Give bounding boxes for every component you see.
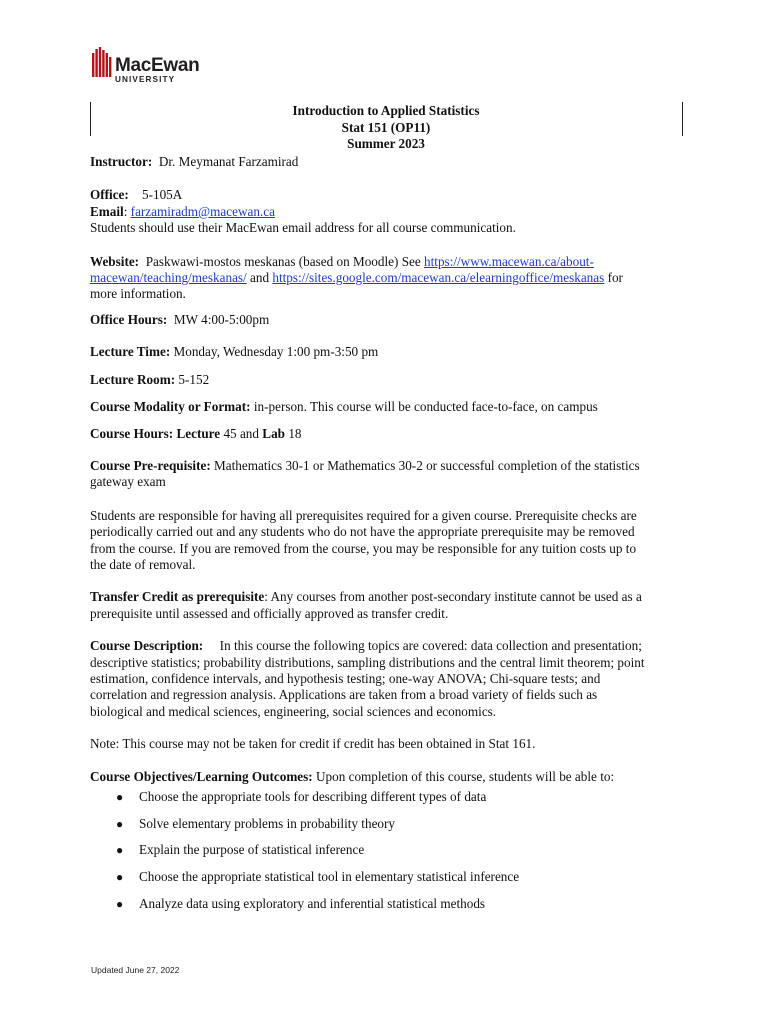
modality-label: Course Modality or Format: [90,399,251,415]
lecture-room-line [90,372,690,388]
right-margin-bar [682,102,683,136]
objectives-label: Course Objectives/Learning Outcomes: [90,768,313,784]
modality-line [90,399,690,415]
objective-text: Explain the purpose of statistical inference [139,842,365,858]
course-description-line: biological and medical sciences, engineering, social sciences and economics. [90,703,497,719]
list-item [90,789,690,816]
objective-text: Analyze data using exploratory and inferential statistical methods [139,895,486,911]
course-description-block [90,638,690,720]
email-link[interactable]: farzamiradm@macewan.ca [130,203,275,219]
list-item [90,896,690,923]
course-description-line: correlation and regression analysis. Applications are taken from a broad variety of fields such as [90,687,598,703]
macewan-logo [92,47,200,84]
course-description-line: estimation, confidence intervals, and hypothesis testing; one-way ANOVA; Chi-square tests; and [90,670,601,686]
lecture-hours-value: 45 and [223,426,259,442]
website-text: Paskwawi-mostos meskanas (based on Moodle) See [145,253,421,269]
bullet-icon: ● [116,843,124,858]
instructor-name: Dr. Meymanat Farzamirad [158,154,299,169]
course-description-line: descriptive statistics; probability distributions, sampling distributions and the central limit theorem; point [90,654,645,670]
logo-subtitle: UNIVERSITY [115,75,176,84]
lab-hours-label: Lab [262,426,286,442]
lecture-hours-label: Lecture [176,426,221,442]
lecture-room-label: Lecture Room: [90,371,176,387]
modality-value: in-person. This course will be conducted face-to-face, on campus [253,399,598,415]
list-item [90,869,690,896]
meskanas-about-link-cont[interactable]: macewan/teaching/meskanas/ [90,270,247,286]
objectives-heading [90,769,690,785]
logo-name: MacEwan [115,55,200,76]
course-description-label: Course Description: [90,638,204,654]
list-item [90,816,690,843]
prerequisite-line2: gateway exam [90,474,166,490]
lecture-time-line [90,344,690,360]
office-hours-value: MW 4:00-5:00pm [173,311,270,327]
prereq-policy-line: periodically carried out and any students who do not have the appropriate prerequisite may be removed [90,524,635,540]
bullet-icon: ● [116,870,124,885]
email-note: Students should use their MacEwan email address for all course communication. [90,220,516,236]
transfer-credit-label: Transfer Credit as prerequisite [90,589,265,605]
instructor-label: Instructor: [90,154,153,169]
office-line [90,187,690,203]
lab-hours-value: 18 [288,426,302,442]
transfer-credit-line2: prerequisite until assessed and officially approved as transfer credit. [90,605,449,621]
objective-text: Solve elementary problems in probability theory [139,815,395,831]
lecture-time-value: Monday, Wednesday 1:00 pm-3:50 pm [173,344,379,360]
course-hours-label: Course Hours: [90,426,174,442]
course-term: Summer 2023 [347,136,425,151]
prerequisite-label: Course Pre-requisite: [90,457,211,473]
meskanas-about-link[interactable]: https://www.macewan.ca/about- [424,253,594,269]
course-code: Stat 151 (OP11) [341,119,431,135]
office-value: 5-105A [142,187,183,203]
list-item [90,842,690,869]
course-title-block [90,103,682,153]
course-description-line: In this course the following topics are covered: data collection and presentation; [219,638,642,654]
macewan-logo-mark-icon [92,47,112,77]
prerequisite-line1: Mathematics 30-1 or Mathematics 30-2 or successful completion of the statistics [214,457,640,473]
meskanas-elearning-link[interactable]: https://sites.google.com/macewan.ca/elearningoffice/meskanas [272,270,605,286]
website-and: and [250,270,270,286]
transfer-credit-block [90,589,690,622]
lecture-room-value: 5-152 [178,371,210,387]
website-label: Website: [90,253,140,269]
website-more-info: more information. [90,286,186,302]
bullet-icon: ● [116,816,124,831]
office-hours-line [90,312,690,328]
credit-note: Note: This course may not be taken for credit if credit has been obtained in Stat 161. [90,736,536,752]
objective-text: Choose the appropriate tools for describing different types of data [139,788,487,804]
transfer-credit-line1: : Any courses from another post-secondary institute cannot be used as a [264,589,642,605]
prereq-policy-line: Students are responsible for having all prerequisites required for a given course. Prerequisite checks are [90,507,637,523]
prereq-policy-line: from the course. If you are removed from the course, you may be responsible for any tuition costs up to [90,540,637,556]
objective-text: Choose the appropriate statistical tool in elementary statistical inference [139,869,520,885]
course-hours-line [90,426,690,442]
website-for: for [607,270,623,286]
course-title: Introduction to Applied Statistics [292,103,480,118]
footer-updated: Updated June 27, 2022 [91,965,180,975]
prereq-policy-line: the date of removal. [90,556,196,572]
prereq-policy-paragraph [90,508,690,574]
objectives-intro: Upon completion of this course, students will be able to: [315,768,615,784]
prerequisite-block [90,458,690,491]
email-line: Email: farzamiradm@macewan.ca [90,203,275,219]
lecture-time-label: Lecture Time: [90,344,171,360]
syllabus-content [90,154,690,922]
bullet-icon: ● [116,789,124,804]
office-label: Office: [90,187,129,203]
office-hours-label: Office Hours: [90,311,168,327]
instructor-line [90,154,690,170]
website-block [90,254,690,303]
bullet-icon: ● [116,896,124,911]
email-label: Email [90,203,124,219]
objectives-list [90,789,690,922]
